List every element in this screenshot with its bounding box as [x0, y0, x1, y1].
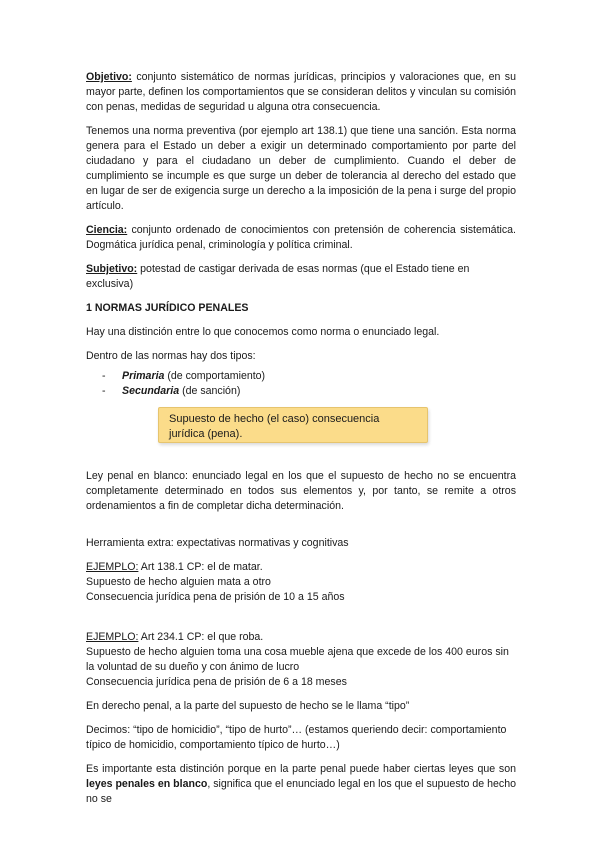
- ejemplo-1-line2: Supuesto de hecho alguien mata a otro: [86, 576, 271, 588]
- ejemplo-2-line3: Consecuencia jurídica pena de prisión de 6 a 18 meses: [86, 676, 347, 688]
- spacer: [86, 514, 516, 536]
- ejemplo-1-line1: [86, 560, 516, 575]
- ejemplo-2-art: Art 234.1 CP: el que roba.: [138, 631, 264, 643]
- highlight-box-text: Supuesto de hecho (el caso) consecuencia jurídica (pena).: [169, 413, 380, 440]
- importante-bold: leyes penales en blanco: [86, 778, 208, 790]
- tipos-list: [86, 369, 516, 399]
- ciencia-text: conjunto ordenado de conocimientos con pretensión de coherencia sistemática. Dogmática jurídica penal, criminología y política criminal.: [86, 224, 516, 251]
- spacer: [86, 614, 516, 630]
- herramienta-paragraph: Herramienta extra: expectativas normativas y cognitivas: [86, 537, 349, 549]
- subjetivo-paragraph: [86, 262, 516, 292]
- tipo-primaria-desc: (de comportamiento): [164, 370, 266, 382]
- importante-after: , significa que el enunciado legal en los que el supuesto de hecho no se: [86, 778, 516, 805]
- ciencia-paragraph: [86, 223, 516, 253]
- ejemplo-2-line2: Supuesto de hecho alguien toma una cosa mueble ajena que excede de los 400 euros sin la voluntad de su dueño y con ánimo de lucro: [86, 646, 509, 673]
- ejemplo-1-line3: Consecuencia jurídica pena de prisión de 10 a 15 años: [86, 591, 345, 603]
- importante-before: Es importante esta distinción porque en la parte penal puede haber ciertas leyes que son: [86, 763, 516, 775]
- page-content: [86, 70, 516, 816]
- ciencia-term: Ciencia:: [86, 224, 128, 236]
- tipo-paragraph: En derecho penal, a la parte del supuesto de hecho se le llama “tipo”: [86, 700, 410, 712]
- objetivo-paragraph: [86, 70, 516, 115]
- ejemplo-1-art: Art 138.1 CP: el de matar.: [138, 561, 263, 573]
- subjetivo-text: potestad de castigar derivada de esas normas (que el Estado tiene en exclusiva): [86, 263, 470, 290]
- subjetivo-term: Subjetivo:: [86, 263, 138, 275]
- ejemplo-2-line1: [86, 630, 516, 645]
- list-item: [86, 369, 516, 384]
- tipo-secundaria: Secundaria: [122, 385, 180, 397]
- ley-penal-blanco-paragraph: Ley penal en blanco: enunciado legal en los que el supuesto de hecho no se encuentra completamente determinado en todos sus elementos y, por tanto, se remite a otros ordenamientos a fin de completar dicha determinación.: [86, 470, 516, 512]
- list-item: [86, 384, 516, 399]
- ejemplo-1-label: EJEMPLO:: [86, 561, 139, 573]
- dos-tipos-paragraph: Dentro de las normas hay dos tipos:: [86, 350, 256, 362]
- norma-preventiva-paragraph: Tenemos una norma preventiva (por ejemplo art 138.1) que tiene una sanción. Esta norma genera para el Estado un deber a exigir un determinado comportamiento por parte del ciudadano y para el ciudadano un deber de cumplimiento. Cuando el deber de cumplimiento se incumple es que surge un deber de tolerancia al derecho del estado que en lugar de ser de exigencia surge un derecho a la imposición de la pena i surge del propio artículo.: [86, 125, 516, 212]
- ejemplo-2-label: EJEMPLO:: [86, 631, 139, 643]
- tipo-primaria: Primaria: [122, 370, 165, 382]
- tipo-secundaria-desc: (de sanción): [179, 385, 241, 397]
- ejemplo-1-block: [86, 560, 516, 605]
- decimos-paragraph: Decimos: “tipo de homicidio”, “tipo de hurto”… (estamos queriendo decir: comportamiento típico de homicidio, comportamiento típico de hurto…): [86, 724, 507, 751]
- ejemplo-2-block: [86, 630, 516, 690]
- distincion-paragraph: Hay una distinción entre lo que conocemos como norma o enunciado legal.: [86, 326, 440, 338]
- objetivo-text: conjunto sistemático de normas jurídicas, principios y valoraciones que, en su mayor parte, definen los comportamientos que se consideran delitos y vinculan su comisión con penas, medidas de seguridad u alguna otra consecuencia.: [86, 71, 516, 113]
- section-heading: 1 NORMAS JURÍDICO PENALES: [86, 302, 249, 314]
- importante-paragraph: [86, 762, 516, 807]
- highlight-box: [158, 407, 428, 443]
- objetivo-term: Objetivo:: [86, 71, 132, 83]
